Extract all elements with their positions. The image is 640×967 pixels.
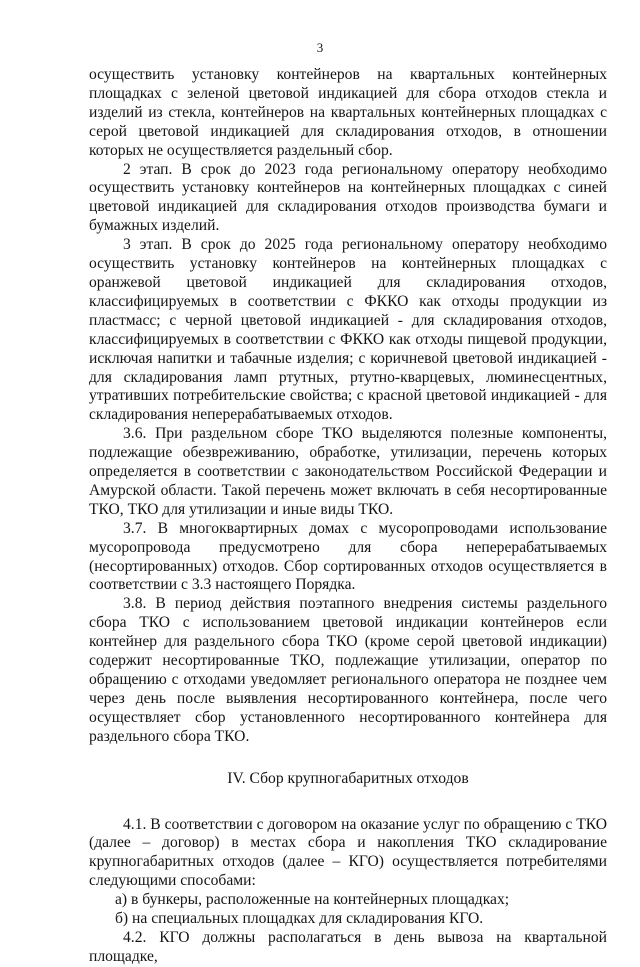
- list-item-b: б) на специальных площадках для складирования КГО.: [115, 910, 484, 928]
- list-item-a: а) в бункеры, расположенные на контейнерных площадках;: [115, 891, 510, 909]
- paragraph-stage2: 2 этап. В срок до 2023 года региональному оператору необходимо осуществить установку контейнеров на контейнерных площадках с синей цветовой индикацией для складирования отходов производства бумаги и бумажных изделий.: [89, 160, 607, 235]
- section-heading: IV. Сбор крупногабаритных отходов: [227, 769, 469, 787]
- paragraph-3-6: 3.6. При раздельном сборе ТКО выделяются полезные компоненты, подлежащие обезвреживанию, обработке, утилизации, перечень которых определяется в соответствии с законодательством Российской Федерации и Амурской области. Такой перечень может включать в себя несортированные ТКО, ТКО для утилизации и иные виды ТКО.: [89, 425, 607, 518]
- paragraph-stage3: 3 этап. В срок до 2025 года региональному оператору необходимо осуществить установку контейнеров на контейнерных площадках с оранжевой цветовой индикацией для складирования отходов, классифицируемых в соответствии с ФККО как отходы продукции из пластмасс; с черной цветовой индикацией - для складирования отходов, классифицируемых в соответствии с ФККО как отходы пищевой продукции, исключая напитки и табачные изделия; с коричневой цветовой индикацией - для складирования ламп ртутных, ртутно-кварцевых, люминесцентных, утративших потребительские свойства; с красной цветовой индикацией - для складирования неперерабатываемых отходов.: [89, 236, 607, 424]
- paragraph-4-2: 4.2. КГО должны располагаться в день вывоза на квартальной площадке,: [89, 928, 607, 965]
- paragraph-3-8: 3.8. В период действия поэтапного внедрения системы раздельного сбора ТКО с использованием цветовой индикации контейнеров если контейнер для раздельного сбора ТКО (кроме серой цветовой индикации) содержит несортированные ТКО, подлежащие утилизации, оператор по обращению с отходами уведомляет регионального оператора не позднее чем через день после выявления несортированного контейнера, после чего осуществляет сбор установленного несортированного контейнера для раздельного сбора ТКО.: [89, 595, 607, 745]
- page-number: 3: [316, 40, 324, 55]
- document-body: [89, 66, 607, 967]
- paragraph-3-7: 3.7. В многоквартирных домах с мусоропроводами использование мусоропровода предусмотрено для сбора неперерабатываемых (несортированных) отходов. Сбор сортированных отходов осуществляется в соответствии с 3.3 настоящего Порядка.: [89, 519, 607, 594]
- paragraph-stage1-continuation: осуществить установку контейнеров на квартальных контейнерных площадках с зеленой цветовой индикацией для сбора отходов стекла и изделий из стекла, контейнеров на квартальных контейнерных площадках с серой цветовой индикацией для складирования отходов, в отношении которых не осуществляется раздельный сбор.: [89, 66, 607, 159]
- paragraph-4-1: 4.1. В соответствии с договором на оказание услуг по обращению с ТКО (далее – договор) в местах сбора и накопления ТКО складирование крупногабаритных отходов (далее – КГО) осуществляется потребителями следующими способами:: [89, 815, 607, 890]
